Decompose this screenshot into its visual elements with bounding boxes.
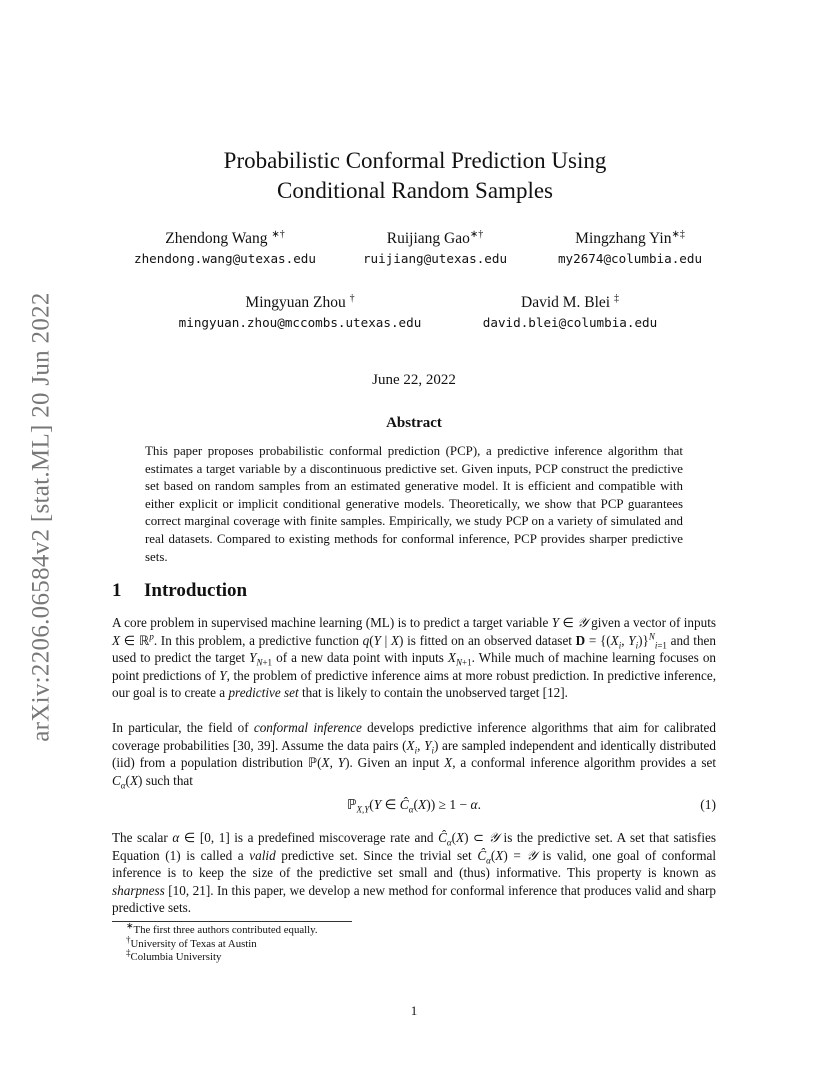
author-affiliation-mark: ‡ xyxy=(614,292,619,304)
arxiv-stamp-text: arXiv:2206.06584v2 [stat.ML] 20 Jun 2022 xyxy=(28,292,55,742)
footnote-divider xyxy=(112,921,352,922)
author-name: Zhendong Wang xyxy=(165,230,268,247)
author-email: mingyuan.zhou@mccombs.utexas.edu xyxy=(178,315,422,330)
author-block xyxy=(460,293,680,333)
equation-body: ℙ$_{X,Y}$(Y ∈ $Ĉ_\alpha(X)) \ge 1 - \alpha$. xyxy=(347,797,481,815)
paper-date: June 22, 2022 xyxy=(372,372,456,388)
footnote: ∗The first three authors contributed equally. xyxy=(126,920,318,936)
section-title: Introduction xyxy=(144,580,248,601)
author-email: david.blei@columbia.edu xyxy=(482,315,658,330)
author-block xyxy=(530,229,730,269)
abstract-heading: Abstract xyxy=(386,415,442,431)
author-name: Ruijiang Gao xyxy=(386,230,470,247)
author-block xyxy=(150,293,450,333)
paragraph: The scalar α ∈ [0, 1] is a predefined miscoverage rate and $Ĉ_\alpha(X)$ ⊂ 𝒴 is the predictive set. A set that satisfies Equation (1) is called a valid predictive set. Since the trivial set $Ĉ_\alpha(X)$ = 𝒴 is valid, one goal of conformal inference is to keep the size of the predictive set small and (thus) informative. This property is known as sharpness [10, 21]. In this paper, we develop a new method for conformal inference that produces valid and sharp predictive sets. xyxy=(112,830,716,915)
title-line-1: Probabilistic Conformal Prediction Using xyxy=(223,148,607,173)
footnote: †University of Texas at Austin xyxy=(126,933,257,950)
author-name: Mingzhang Yin xyxy=(575,230,672,247)
author-block xyxy=(335,229,535,269)
equation-number: (1) xyxy=(700,797,716,812)
page-number: 1 xyxy=(410,1003,418,1018)
footnotes xyxy=(126,920,318,965)
author-email: ruijiang@utexas.edu xyxy=(362,251,508,266)
equation xyxy=(112,797,716,817)
author-affiliation-mark: ∗† xyxy=(469,228,484,240)
author-email: zhendong.wang@utexas.edu xyxy=(134,251,316,266)
abstract-text: This paper proposes probabilistic conformal prediction (PCP), a predictive inference algorithm that estimates a target variable by a discontinuous predictive set. Given inputs, PCP construct the predictive set based on random samples from an estimated generative model. It is efficient and compatible with either explicit or implicit conditional generative models. Theoretically, we show that PCP guarantees correct marginal coverage with finite samples. Empirically, we study PCP on a variety of simulated and real datasets. Compared to existing methods for conformal inference, PCP provides sharper predictive sets. xyxy=(145,444,683,564)
section-number: 1 xyxy=(112,580,122,601)
arxiv-identifier xyxy=(22,287,62,747)
title-line-2: Conditional Random Samples xyxy=(277,178,553,203)
section-heading xyxy=(112,580,247,602)
paragraph: A core problem in supervised machine learning (ML) is to predict a target variable Y ∈ 𝒴 given a vector of inputs X ∈ ℝ$^p$. In this problem, a predictive function q(Y | X) is fitted on an observed dataset $D = \{(X_i$, $Y_i)\}^N_{i=1}$ and then used to predict the target $Y_{N+1}$ of a new data point with inputs $X_{N+1}$. While much of machine learning focuses on point predictions of Y, the problem of predictive inference aims at more robust prediction. In predictive inference, our goal is to create a predictive set that is likely to contain the unobserved target [12]. xyxy=(112,615,717,700)
paper-title xyxy=(120,146,710,206)
author-name: David M. Blei xyxy=(521,294,611,311)
author-name: Mingyuan Zhou xyxy=(245,294,346,311)
author-block xyxy=(120,229,330,269)
author-affiliation-mark: ∗‡ xyxy=(671,228,685,240)
footnote: ‡Columbia University xyxy=(126,947,222,963)
author-email: my2674@columbia.edu xyxy=(557,251,703,266)
author-affiliation-mark: ∗† xyxy=(271,228,285,240)
paragraph: In particular, the field of conformal inference develops predictive inference algorithms that aim for calibrated coverage probabilities [30, 39]. Assume the data pairs ($X_i$, $Y_i$) are sampled independent and identically distributed (iid) from a population distribution ℙ(X, Y). Given an input X, a conformal inference algorithm provides a set $C_\alpha(X)$ such that xyxy=(112,720,717,791)
author-affiliation-mark: † xyxy=(349,292,355,304)
